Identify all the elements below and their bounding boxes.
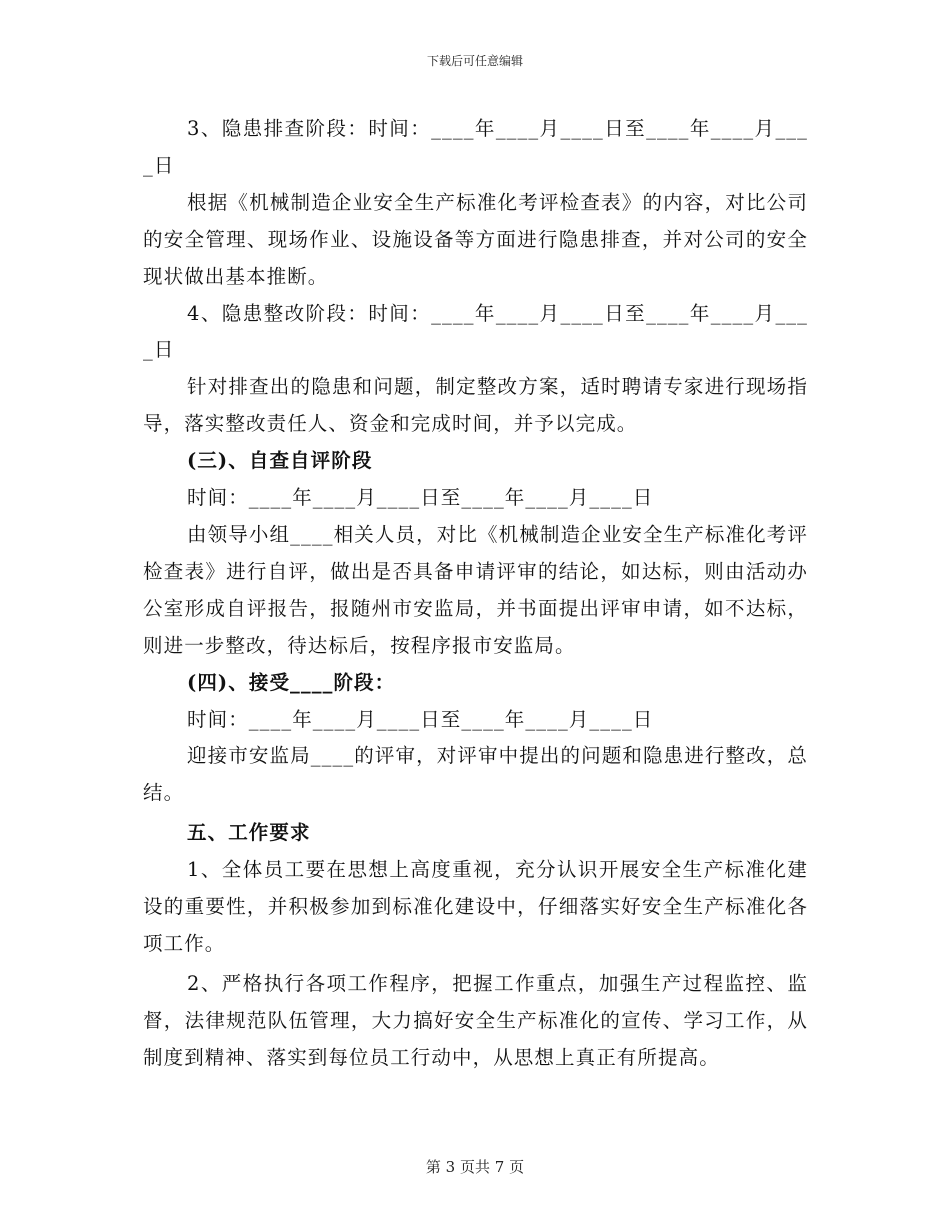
paragraph-acceptance-description: 迎接市安监局____的评审，对评审中提出的问题和隐患进行整改，总结。 (143, 744, 808, 805)
paragraph-inspection-description: 根据《机械制造企业安全生产标准化考评检查表》的内容，对比公司的安全管理、现场作业、设施设备等方面进行隐患排查，并对公司的安全现状做出基本推断。 (143, 190, 808, 288)
paragraph-self-evaluation-time: 时间：____年____月____日至____年____月____日 (187, 486, 654, 510)
heading-acceptance-stage: (四)、接受____阶段： (187, 670, 396, 694)
paragraph-self-evaluation-description: 由领导小组____相关人员，对比《机械制造企业安全生产标准化考评检查表》进行自评，做出是否具备申请评审的结论，如达标，则由活动办公室形成自评报告，报随州市安监局，并书面提出评审申请，如不达标，则进一步整改，待达标后，按程序报市安监局。 (143, 522, 808, 657)
heading-self-evaluation-stage: (三)、自查自评阶段 (187, 449, 373, 473)
paragraph-acceptance-time: 时间：____年____月____日至____年____月____日 (187, 707, 654, 731)
paragraph-requirement-2: 2、严格执行各项工作程序，把握工作重点，加强生产过程监控、监督，法律规范队伍管理，大力搞好安全生产标准化的宣传、学习工作，从制度到精神、落实到每位员工行动中，从思想上真正有所提高。 (143, 971, 808, 1069)
page-header: 下载后可任意编辑 (426, 54, 523, 68)
paragraph-requirement-1: 1、全体员工要在思想上高度重视，充分认识开展安全生产标准化建设的重要性，并积极参加到标准化建设中，仔细落实好安全生产标准化各项工作。 (143, 858, 808, 955)
document-body (143, 111, 808, 1077)
paragraph-rectification-description: 针对排查出的隐患和问题，制定整改方案，适时聘请专家进行现场指导，落实整改责任人、资金和完成时间，并予以完成。 (143, 375, 808, 436)
page-footer: 第 3 页共 7 页 (425, 1158, 525, 1176)
paragraph-hazard-rectification-stage: 4、隐患整改阶段：时间：____年____月____日至____年____月____日 (143, 301, 808, 362)
heading-work-requirements: 五、工作要求 (187, 821, 311, 845)
paragraph-hazard-inspection-stage: 3、隐患排查阶段：时间：____年____月____日至____年____月____日 (143, 117, 808, 177)
